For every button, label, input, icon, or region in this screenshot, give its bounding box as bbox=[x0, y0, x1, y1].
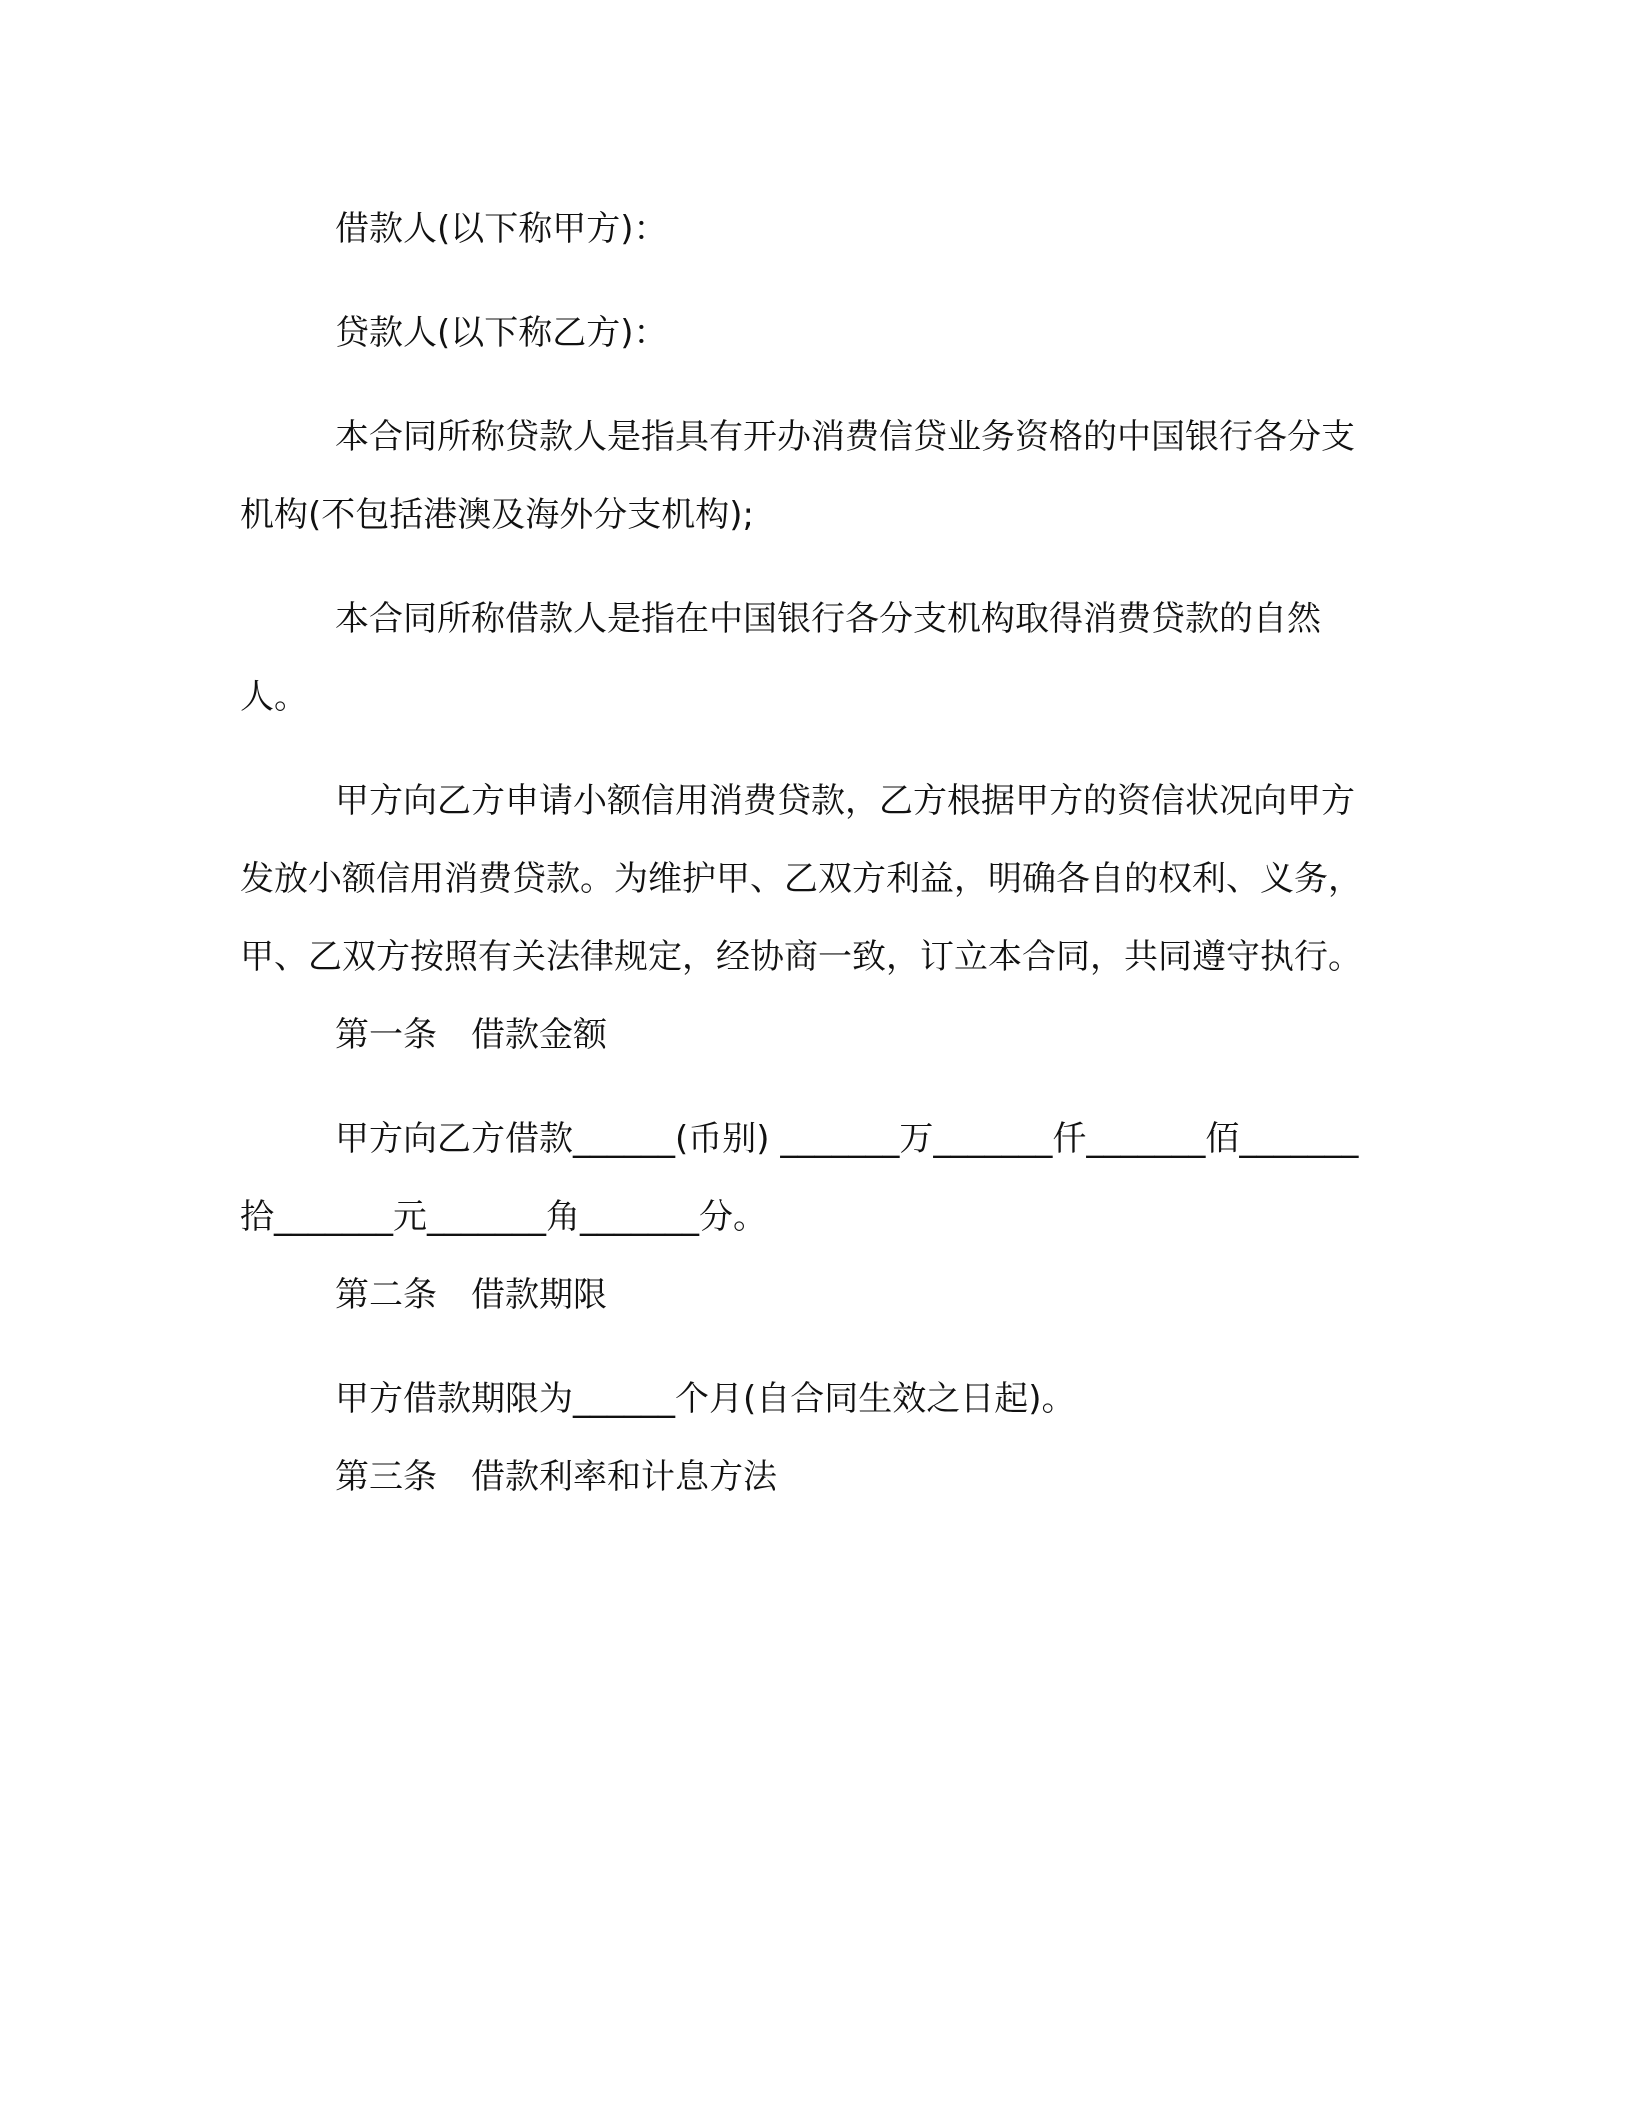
article-3-heading: 第三条 借款利率和计息方法 bbox=[335, 1457, 777, 1497]
lender-line: 贷款人(以下称乙方)： bbox=[335, 313, 668, 353]
article-2-body: 甲方借款期限为______个月(自合同生效之日起)。 bbox=[335, 1379, 1076, 1419]
article-1-heading: 第一条 借款金额 bbox=[335, 1015, 607, 1055]
borrower-line: 借款人(以下称甲方)： bbox=[335, 209, 668, 249]
article-1-body: 甲方向乙方借款______(币别) _______万_______仟_______佰_______拾_______元_______角_______分。 bbox=[240, 1119, 1359, 1237]
lender-definition-paragraph: 本合同所称贷款人是指具有开办消费信贷业务资格的中国银行各分支机构(不包括港澳及海外分支机构); bbox=[240, 417, 1355, 535]
document-body bbox=[240, 190, 1376, 1516]
borrower-definition-paragraph: 本合同所称借款人是指在中国银行各分支机构取得消费贷款的自然人。 bbox=[240, 599, 1321, 717]
article-2-heading: 第二条 借款期限 bbox=[335, 1275, 607, 1315]
preamble-paragraph: 甲方向乙方申请小额信用消费贷款，乙方根据甲方的资信状况向甲方发放小额信用消费贷款。为维护甲、乙双方利益，明确各自的权利、义务，甲、乙双方按照有关法律规定，经协商一致，订立本合同，共同遵守执行。 bbox=[240, 781, 1362, 977]
